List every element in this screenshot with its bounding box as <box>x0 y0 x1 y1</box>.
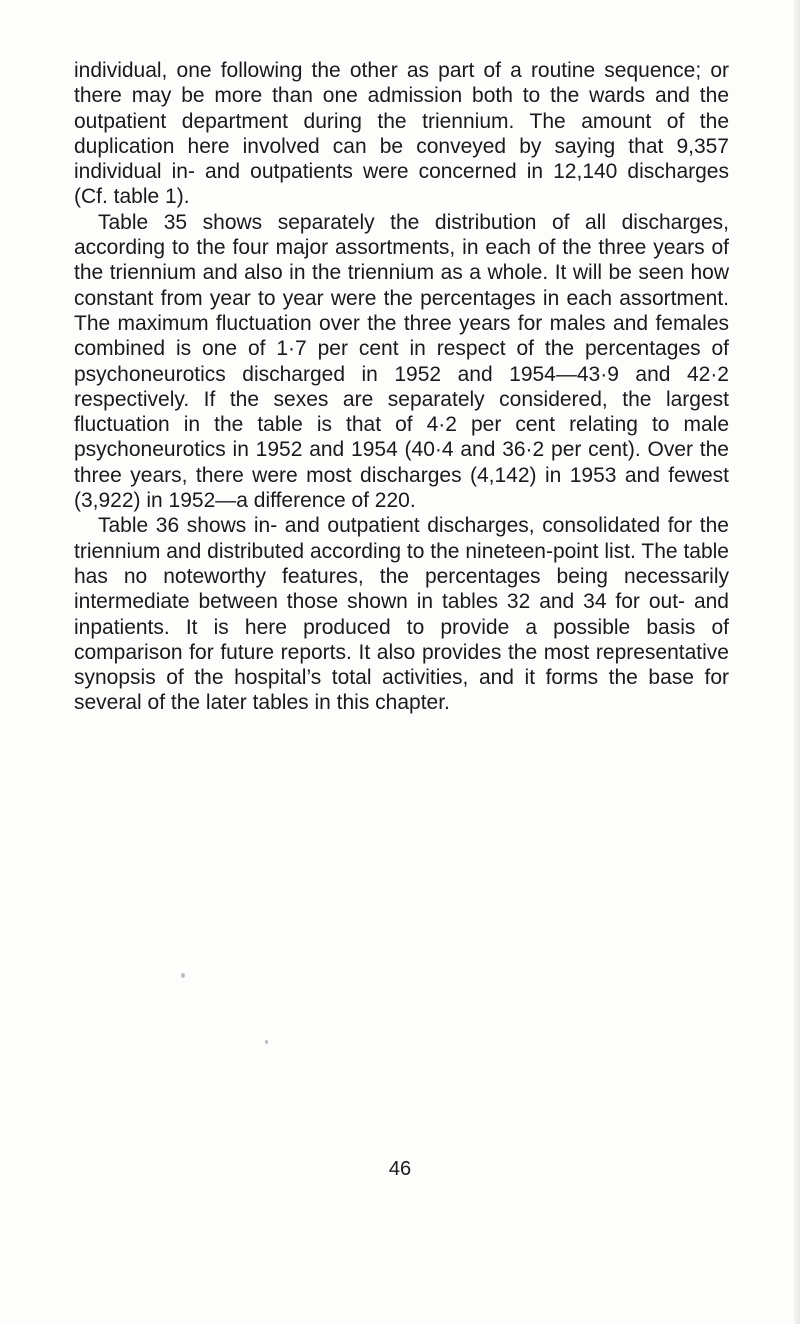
scan-speck <box>265 1040 268 1044</box>
page-number: 46 <box>388 1158 412 1180</box>
paragraph-2: Table 35 shows separately the distribution of all discharges, according to the four major assortments, in each of the three years of the triennium and also in the triennium as a whole. It will be seen how constant from year to year were the percentages in each assortment. The maximum fluctuation over the three years for males and females combined is one of 1·7 per cent in respect of the percentages of psychoneurotics discharged in 1952 and 1954—43·9 and 42·2 respectively. If the sexes are separately considered, the largest fluctuation in the table is that of 4·2 per cent relating to male psychoneurotics in 1952 and 1954 (40·4 and 36·2 per cent). Over the three years, there were most discharges (4,142) in 1953 and fewest (3,922) in 1952—a difference of 220. <box>74 210 729 513</box>
page-edge <box>794 0 800 1324</box>
page-body <box>74 58 729 716</box>
paragraph-1: individual, one following the other as part of a routine sequence; or there may be more than one admission both to the wards and the outpatient department during the triennium. The amount of the duplication here involved can be conveyed by saying that 9,357 individual in- and outpatients were concerned in 12,140 discharges (Cf. table 1). <box>74 59 729 209</box>
paragraph-3: Table 36 shows in- and outpatient discharges, consolidated for the triennium and distributed according to the nineteen-point list. The table has no noteworthy features, the percentages being necessarily intermediate between those shown in tables 32 and 34 for out- and inpatients. It is here produced to provide a possible basis of comparison for future reports. It also provides the most representative synopsis of the hospital’s total activities, and it forms the base for several of the later tables in this chapter. <box>74 514 729 715</box>
scan-speck <box>181 973 185 978</box>
